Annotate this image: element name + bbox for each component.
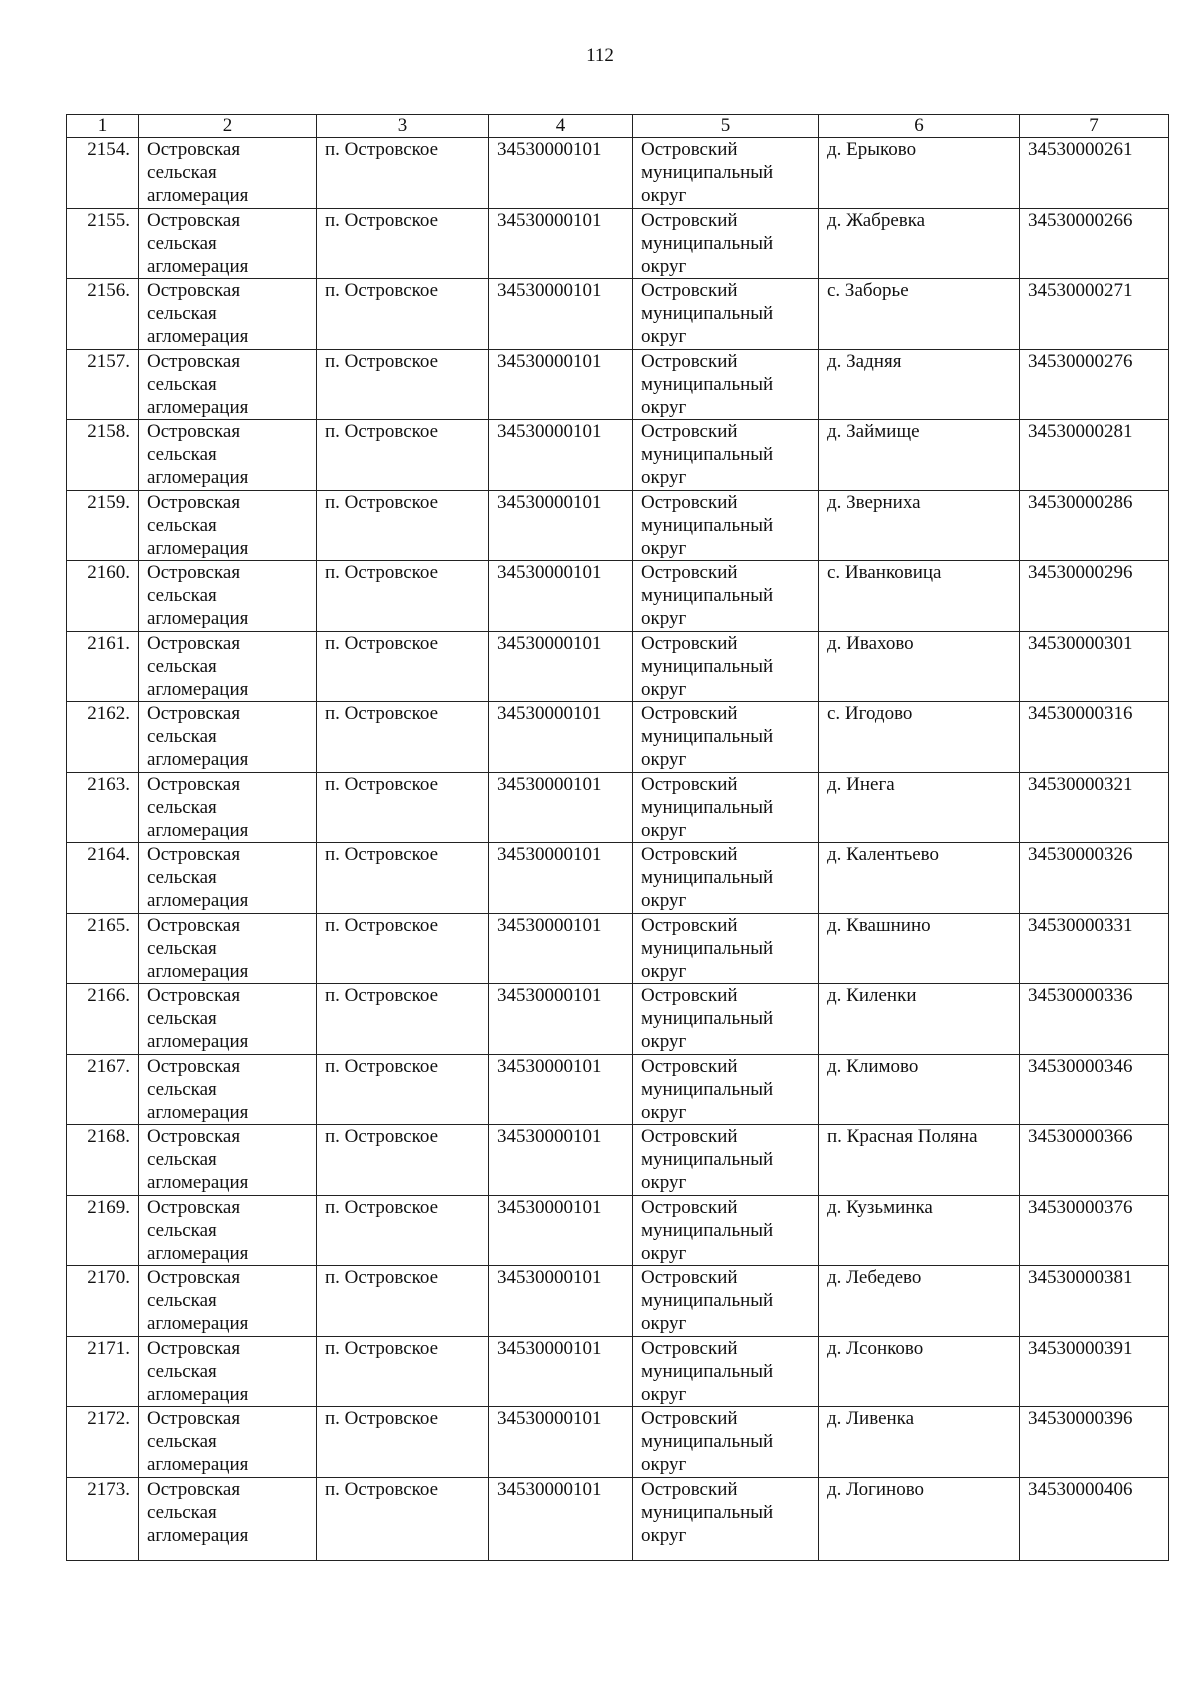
center-cell: п. Островское bbox=[317, 138, 489, 209]
district-cell: Островский муниципальный округ bbox=[633, 1477, 819, 1560]
center-cell: п. Островское bbox=[317, 349, 489, 420]
district-cell: Островский муниципальный округ bbox=[633, 490, 819, 561]
agglomeration-cell: Островская сельская агломерация bbox=[139, 1266, 317, 1337]
center-code-cell: 34530000101 bbox=[489, 843, 633, 914]
settlement-code-cell: 34530000346 bbox=[1020, 1054, 1169, 1125]
center-cell: п. Островское bbox=[317, 631, 489, 702]
settlement-code-cell: 34530000391 bbox=[1020, 1336, 1169, 1407]
settlement-cell: д. Задняя bbox=[819, 349, 1020, 420]
agglomeration-cell: Островская сельская агломерация bbox=[139, 420, 317, 491]
row-number: 2154. bbox=[67, 138, 139, 209]
row-number: 2164. bbox=[67, 843, 139, 914]
center-code-cell: 34530000101 bbox=[489, 1336, 633, 1407]
settlement-cell: д. Займище bbox=[819, 420, 1020, 491]
settlement-code-cell: 34530000366 bbox=[1020, 1125, 1169, 1196]
column-header: 1 bbox=[67, 115, 139, 138]
agglomeration-cell: Островская сельская агломерация bbox=[139, 279, 317, 350]
agglomeration-cell: Островская сельская агломерация bbox=[139, 349, 317, 420]
center-cell: п. Островское bbox=[317, 208, 489, 279]
table-body bbox=[67, 138, 1169, 1561]
agglomeration-cell: Островская сельская агломерация bbox=[139, 490, 317, 561]
row-number: 2157. bbox=[67, 349, 139, 420]
row-number: 2160. bbox=[67, 561, 139, 632]
table-row bbox=[67, 1477, 1169, 1560]
center-cell: п. Островское bbox=[317, 279, 489, 350]
center-cell: п. Островское bbox=[317, 913, 489, 984]
district-cell: Островский муниципальный округ bbox=[633, 561, 819, 632]
row-number: 2169. bbox=[67, 1195, 139, 1266]
settlement-code-cell: 34530000336 bbox=[1020, 984, 1169, 1055]
agglomeration-cell: Островская сельская агломерация bbox=[139, 561, 317, 632]
center-code-cell: 34530000101 bbox=[489, 984, 633, 1055]
settlement-cell: д. Киленки bbox=[819, 984, 1020, 1055]
center-code-cell: 34530000101 bbox=[489, 490, 633, 561]
settlement-code-cell: 34530000396 bbox=[1020, 1407, 1169, 1478]
settlement-cell: с. Заборье bbox=[819, 279, 1020, 350]
district-cell: Островский муниципальный округ bbox=[633, 772, 819, 843]
center-cell: п. Островское bbox=[317, 420, 489, 491]
center-code-cell: 34530000101 bbox=[489, 631, 633, 702]
center-cell: п. Островское bbox=[317, 1477, 489, 1560]
center-code-cell: 34530000101 bbox=[489, 561, 633, 632]
district-cell: Островский муниципальный округ bbox=[633, 208, 819, 279]
row-number: 2162. bbox=[67, 702, 139, 773]
settlement-cell: с. Иванковица bbox=[819, 561, 1020, 632]
center-code-cell: 34530000101 bbox=[489, 208, 633, 279]
center-cell: п. Островское bbox=[317, 1266, 489, 1337]
settlement-cell: д. Логиново bbox=[819, 1477, 1020, 1560]
row-number: 2168. bbox=[67, 1125, 139, 1196]
row-number: 2173. bbox=[67, 1477, 139, 1560]
district-cell: Островский муниципальный округ bbox=[633, 420, 819, 491]
center-code-cell: 34530000101 bbox=[489, 913, 633, 984]
settlement-cell: д. Кузьминка bbox=[819, 1195, 1020, 1266]
row-number: 2167. bbox=[67, 1054, 139, 1125]
settlement-code-cell: 34530000301 bbox=[1020, 631, 1169, 702]
center-cell: п. Островское bbox=[317, 490, 489, 561]
settlement-code-cell: 34530000296 bbox=[1020, 561, 1169, 632]
center-code-cell: 34530000101 bbox=[489, 1266, 633, 1337]
center-cell: п. Островское bbox=[317, 1195, 489, 1266]
center-code-cell: 34530000101 bbox=[489, 1477, 633, 1560]
center-code-cell: 34530000101 bbox=[489, 279, 633, 350]
settlement-code-cell: 34530000321 bbox=[1020, 772, 1169, 843]
table-header bbox=[67, 115, 1169, 138]
table-row bbox=[67, 1407, 1169, 1478]
settlement-cell: д. Ерыково bbox=[819, 138, 1020, 209]
center-code-cell: 34530000101 bbox=[489, 1125, 633, 1196]
settlement-code-cell: 34530000376 bbox=[1020, 1195, 1169, 1266]
center-cell: п. Островское bbox=[317, 702, 489, 773]
agglomeration-cell: Островская сельская агломерация bbox=[139, 1125, 317, 1196]
header-row bbox=[67, 115, 1169, 138]
column-header: 6 bbox=[819, 115, 1020, 138]
settlement-cell: д. Жабревка bbox=[819, 208, 1020, 279]
agglomeration-cell: Островская сельская агломерация bbox=[139, 1336, 317, 1407]
row-number: 2159. bbox=[67, 490, 139, 561]
table-row bbox=[67, 702, 1169, 773]
settlement-cell: д. Климово bbox=[819, 1054, 1020, 1125]
settlement-cell: с. Игодово bbox=[819, 702, 1020, 773]
column-header: 5 bbox=[633, 115, 819, 138]
district-cell: Островский муниципальный округ bbox=[633, 1336, 819, 1407]
center-cell: п. Островское bbox=[317, 1054, 489, 1125]
settlement-code-cell: 34530000381 bbox=[1020, 1266, 1169, 1337]
center-cell: п. Островское bbox=[317, 561, 489, 632]
agglomeration-cell: Островская сельская агломерация bbox=[139, 913, 317, 984]
table-row bbox=[67, 1266, 1169, 1337]
agglomeration-cell: Островская сельская агломерация bbox=[139, 984, 317, 1055]
agglomeration-cell: Островская сельская агломерация bbox=[139, 138, 317, 209]
center-code-cell: 34530000101 bbox=[489, 702, 633, 773]
district-cell: Островский муниципальный округ bbox=[633, 1266, 819, 1337]
settlement-cell: д. Квашнино bbox=[819, 913, 1020, 984]
district-cell: Островский муниципальный округ bbox=[633, 349, 819, 420]
table-row bbox=[67, 1195, 1169, 1266]
settlement-cell: д. Зверниха bbox=[819, 490, 1020, 561]
column-header: 4 bbox=[489, 115, 633, 138]
district-cell: Островский муниципальный округ bbox=[633, 631, 819, 702]
row-number: 2165. bbox=[67, 913, 139, 984]
agglomeration-cell: Островская сельская агломерация bbox=[139, 1054, 317, 1125]
district-cell: Островский муниципальный округ bbox=[633, 843, 819, 914]
center-cell: п. Островское bbox=[317, 1407, 489, 1478]
center-code-cell: 34530000101 bbox=[489, 349, 633, 420]
district-cell: Островский муниципальный округ bbox=[633, 1407, 819, 1478]
table-row bbox=[67, 913, 1169, 984]
row-number: 2156. bbox=[67, 279, 139, 350]
center-cell: п. Островское bbox=[317, 1125, 489, 1196]
district-cell: Островский муниципальный округ bbox=[633, 702, 819, 773]
center-cell: п. Островское bbox=[317, 984, 489, 1055]
center-cell: п. Островское bbox=[317, 772, 489, 843]
agglomeration-cell: Островская сельская агломерация bbox=[139, 843, 317, 914]
table-row bbox=[67, 1336, 1169, 1407]
center-code-cell: 34530000101 bbox=[489, 772, 633, 843]
settlement-code-cell: 34530000281 bbox=[1020, 420, 1169, 491]
row-number: 2155. bbox=[67, 208, 139, 279]
column-header: 7 bbox=[1020, 115, 1169, 138]
agglomeration-cell: Островская сельская агломерация bbox=[139, 1407, 317, 1478]
row-number: 2172. bbox=[67, 1407, 139, 1478]
table-row bbox=[67, 349, 1169, 420]
settlement-code-cell: 34530000276 bbox=[1020, 349, 1169, 420]
settlement-code-cell: 34530000316 bbox=[1020, 702, 1169, 773]
settlement-code-cell: 34530000271 bbox=[1020, 279, 1169, 350]
table-row bbox=[67, 1125, 1169, 1196]
settlement-code-cell: 34530000266 bbox=[1020, 208, 1169, 279]
settlement-cell: д. Лебедево bbox=[819, 1266, 1020, 1337]
center-code-cell: 34530000101 bbox=[489, 1195, 633, 1266]
table-row bbox=[67, 561, 1169, 632]
district-cell: Островский муниципальный округ bbox=[633, 984, 819, 1055]
column-header: 2 bbox=[139, 115, 317, 138]
district-cell: Островский муниципальный округ bbox=[633, 1195, 819, 1266]
row-number: 2170. bbox=[67, 1266, 139, 1337]
settlement-cell: д. Калентьево bbox=[819, 843, 1020, 914]
center-code-cell: 34530000101 bbox=[489, 1054, 633, 1125]
row-number: 2163. bbox=[67, 772, 139, 843]
agglomeration-cell: Островская сельская агломерация bbox=[139, 1195, 317, 1266]
table-row bbox=[67, 772, 1169, 843]
settlement-cell: п. Красная Поляна bbox=[819, 1125, 1020, 1196]
agglomeration-cell: Островская сельская агломерация bbox=[139, 772, 317, 843]
row-number: 2171. bbox=[67, 1336, 139, 1407]
agglomeration-cell: Островская сельская агломерация bbox=[139, 208, 317, 279]
agglomeration-cell: Островская сельская агломерация bbox=[139, 1477, 317, 1560]
settlement-cell: д. Ивахово bbox=[819, 631, 1020, 702]
center-cell: п. Островское bbox=[317, 1336, 489, 1407]
table-row bbox=[67, 208, 1169, 279]
settlement-code-cell: 34530000261 bbox=[1020, 138, 1169, 209]
district-cell: Островский муниципальный округ bbox=[633, 138, 819, 209]
table-row bbox=[67, 279, 1169, 350]
table-row bbox=[67, 138, 1169, 209]
row-number: 2166. bbox=[67, 984, 139, 1055]
settlement-code-cell: 34530000326 bbox=[1020, 843, 1169, 914]
table-row bbox=[67, 490, 1169, 561]
settlement-cell: д. Инега bbox=[819, 772, 1020, 843]
center-code-cell: 34530000101 bbox=[489, 138, 633, 209]
table-row bbox=[67, 631, 1169, 702]
settlement-code-cell: 34530000286 bbox=[1020, 490, 1169, 561]
table-row bbox=[67, 420, 1169, 491]
table-row bbox=[67, 984, 1169, 1055]
settlement-cell: д. Лсонково bbox=[819, 1336, 1020, 1407]
agglomeration-cell: Островская сельская агломерация bbox=[139, 702, 317, 773]
column-header: 3 bbox=[317, 115, 489, 138]
center-code-cell: 34530000101 bbox=[489, 420, 633, 491]
settlement-cell: д. Ливенка bbox=[819, 1407, 1020, 1478]
settlement-code-cell: 34530000331 bbox=[1020, 913, 1169, 984]
district-cell: Островский муниципальный округ bbox=[633, 279, 819, 350]
settlement-code-cell: 34530000406 bbox=[1020, 1477, 1169, 1560]
district-cell: Островский муниципальный округ bbox=[633, 1054, 819, 1125]
row-number: 2158. bbox=[67, 420, 139, 491]
page-number: 112 bbox=[586, 45, 614, 66]
table-row bbox=[67, 1054, 1169, 1125]
district-cell: Островский муниципальный округ bbox=[633, 913, 819, 984]
agglomeration-cell: Островская сельская агломерация bbox=[139, 631, 317, 702]
row-number: 2161. bbox=[67, 631, 139, 702]
center-code-cell: 34530000101 bbox=[489, 1407, 633, 1478]
center-cell: п. Островское bbox=[317, 843, 489, 914]
settlements-table bbox=[66, 114, 1169, 1561]
table-row bbox=[67, 843, 1169, 914]
district-cell: Островский муниципальный округ bbox=[633, 1125, 819, 1196]
